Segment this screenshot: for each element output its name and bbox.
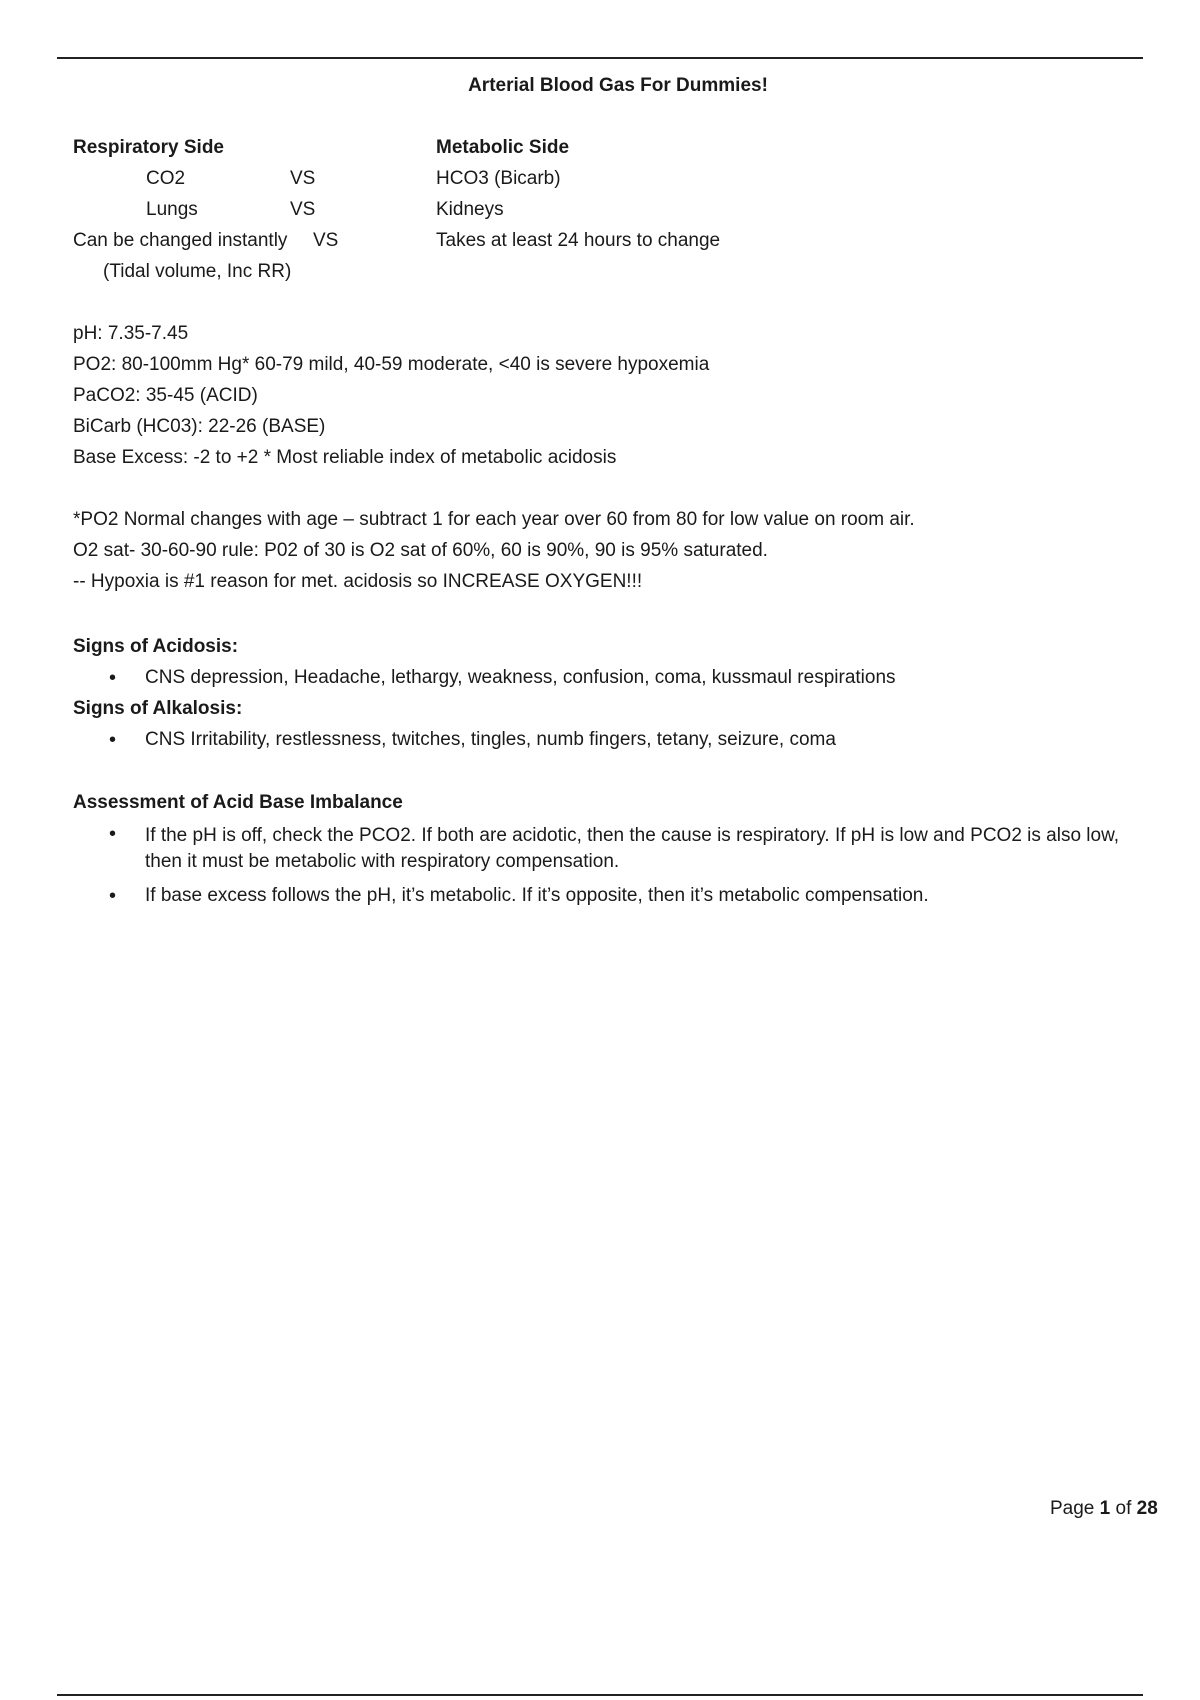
alkalosis-heading: Signs of Alkalosis: — [73, 698, 243, 719]
document-title: Arterial Blood Gas For Dummies! — [468, 75, 768, 96]
comparison-vs: VS — [290, 168, 316, 189]
page-total: 28 — [1136, 1498, 1158, 1519]
bullet-icon: • — [109, 729, 117, 751]
value-line: PO2: 80-100mm Hg* 60-79 mild, 40-59 moderate, <40 is severe hypoxemia — [73, 354, 710, 375]
comparison-left: Lungs — [146, 199, 198, 220]
page-current: 1 — [1099, 1498, 1111, 1519]
comparison-right: Kidneys — [436, 199, 504, 220]
assessment-bullet: If base excess follows the pH, it’s metabolic. If it’s opposite, then it’s metabolic compensation. — [145, 885, 929, 906]
comparison-vs: VS — [313, 230, 339, 251]
bullet-icon: • — [109, 823, 117, 845]
value-line: PaCO2: 35-45 (ACID) — [73, 385, 258, 406]
page-prefix: Page — [1050, 1498, 1100, 1519]
acidosis-heading: Signs of Acidosis: — [73, 636, 239, 657]
assessment-bullet: If the pH is off, check the PCO2. If both are acidotic, then the cause is respiratory. If pH is low and PCO2 is also low, then it must be metabolic with respiratory compensation. — [145, 825, 1120, 872]
note-line: *PO2 Normal changes with age – subtract 1 for each year over 60 from 80 for low value on room air. — [73, 509, 915, 530]
note-line: -- Hypoxia is #1 reason for met. acidosis so INCREASE OXYGEN!!! — [73, 571, 643, 592]
top-rule — [57, 57, 1143, 59]
comparison-left: Can be changed instantly — [73, 230, 288, 251]
value-line: Base Excess: -2 to +2 * Most reliable index of metabolic acidosis — [73, 447, 617, 468]
bullet-icon: • — [109, 667, 117, 689]
assessment-heading: Assessment of Acid Base Imbalance — [73, 792, 403, 813]
comparison-right: Takes at least 24 hours to change — [436, 230, 721, 251]
respiratory-heading: Respiratory Side — [73, 137, 224, 158]
bottom-rule — [57, 1694, 1143, 1696]
comparison-right: HCO3 (Bicarb) — [436, 168, 561, 189]
page-number — [1050, 1498, 1200, 1520]
metabolic-heading: Metabolic Side — [436, 137, 570, 158]
page-mid: of — [1110, 1498, 1137, 1519]
comparison-vs: VS — [290, 199, 316, 220]
value-line: BiCarb (HC03): 22-26 (BASE) — [73, 416, 326, 437]
alkalosis-bullet: CNS Irritability, restlessness, twitches, tingles, numb fingers, tetany, seizure, coma — [145, 729, 836, 750]
comparison-left: CO2 — [146, 168, 186, 189]
acidosis-bullet: CNS depression, Headache, lethargy, weakness, confusion, coma, kussmaul respirations — [145, 667, 896, 688]
respiratory-note: (Tidal volume, Inc RR) — [103, 261, 292, 282]
value-line: pH: 7.35-7.45 — [73, 323, 189, 344]
bullet-icon: • — [109, 885, 117, 907]
note-line: O2 sat- 30-60-90 rule: P02 of 30 is O2 sat of 60%, 60 is 90%, 90 is 95% saturated. — [73, 540, 768, 561]
